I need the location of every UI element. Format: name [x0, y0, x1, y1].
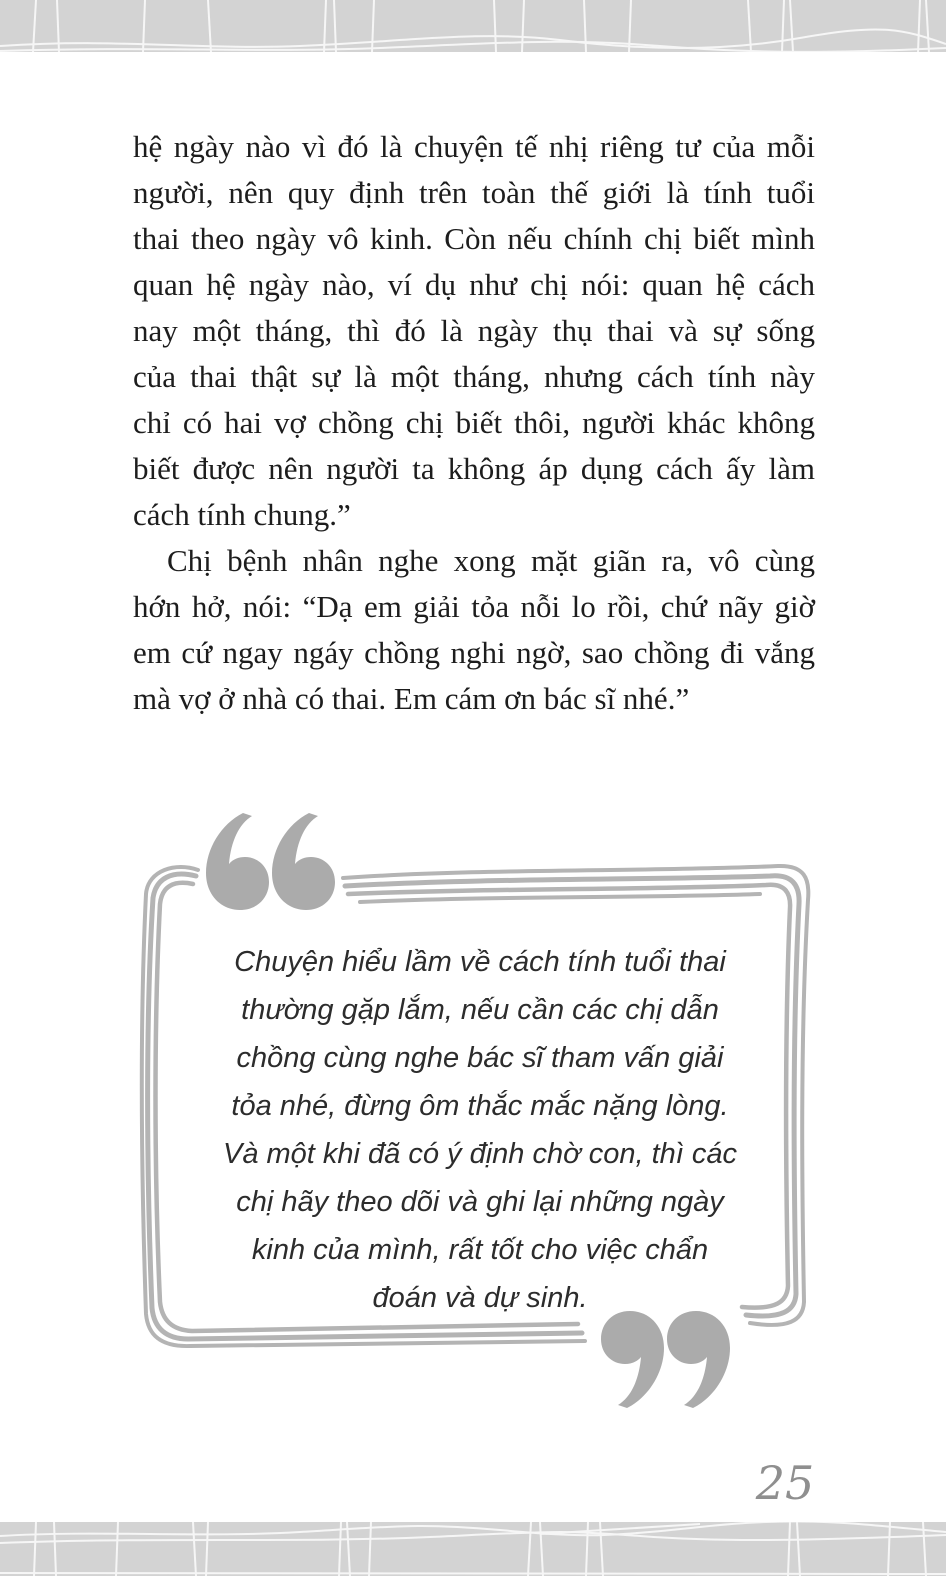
text-line: hệ ngày nào vì đó là chuyện tế nhị riêng tư của mỗi — [133, 129, 815, 164]
quote-text — [175, 938, 785, 1322]
text-line: biết được nên người ta không áp dụng cách ấy làm — [133, 451, 815, 486]
text-line: Chị bệnh nhân nghe xong mặt giãn ra, vô cùng — [167, 543, 815, 578]
bottom-border-sketch-lines — [0, 1522, 946, 1576]
opening-quote-icon — [206, 813, 335, 910]
paragraph-1 — [133, 124, 815, 538]
top-border-sketch-lines — [0, 0, 946, 52]
text-line: nay một tháng, thì đó là ngày thụ thai và sự sống — [133, 313, 815, 348]
page-number: 25 — [755, 1456, 815, 1510]
quote-line: kinh của mình, rất tốt cho việc chẩn — [251, 1234, 709, 1266]
paragraph-2 — [133, 538, 815, 722]
quote-line: chị hãy theo dõi và ghi lại những ngày — [236, 1186, 724, 1218]
text-line: mà vợ ở nhà có thai. Em cám ơn bác sĩ nhé.” — [133, 681, 690, 716]
quote-line: tỏa nhé, đừng ôm thắc mắc nặng lòng. — [231, 1090, 729, 1122]
text-line: cách tính chung.” — [133, 497, 351, 532]
quote-line: thường gặp lắm, nếu cần các chị dẫn — [241, 994, 719, 1026]
text-line: của thai thật sự là một tháng, nhưng cách tính này — [133, 359, 815, 394]
quote-line: chồng cùng nghe bác sĩ tham vấn giải — [236, 1042, 724, 1074]
text-line: thai theo ngày vô kinh. Còn nếu chính chị biết mình — [133, 221, 815, 256]
text-line: quan hệ ngày nào, ví dụ như chị nói: quan hệ cách — [133, 267, 815, 302]
quote-line: đoán và dự sinh. — [372, 1282, 588, 1314]
closing-quote-icon — [601, 1311, 730, 1408]
top-decorative-border — [0, 0, 946, 52]
body-text — [133, 124, 815, 722]
text-line: người, nên quy định trên toàn thế giới là tính tuổi — [133, 175, 815, 210]
text-line: chỉ có hai vợ chồng chị biết thôi, người khác không — [133, 405, 815, 440]
text-line: em cứ ngay ngáy chồng nghi ngờ, sao chồng đi vắng — [133, 635, 815, 670]
bottom-decorative-border — [0, 1522, 946, 1576]
text-line: hớn hở, nói: “Dạ em giải tỏa nỗi lo rồi, chứ nãy giờ — [133, 589, 815, 624]
quote-line: Chuyện hiểu lầm về cách tính tuổi thai — [234, 946, 726, 978]
quote-line: Và một khi đã có ý định chờ con, thì các — [222, 1138, 737, 1170]
